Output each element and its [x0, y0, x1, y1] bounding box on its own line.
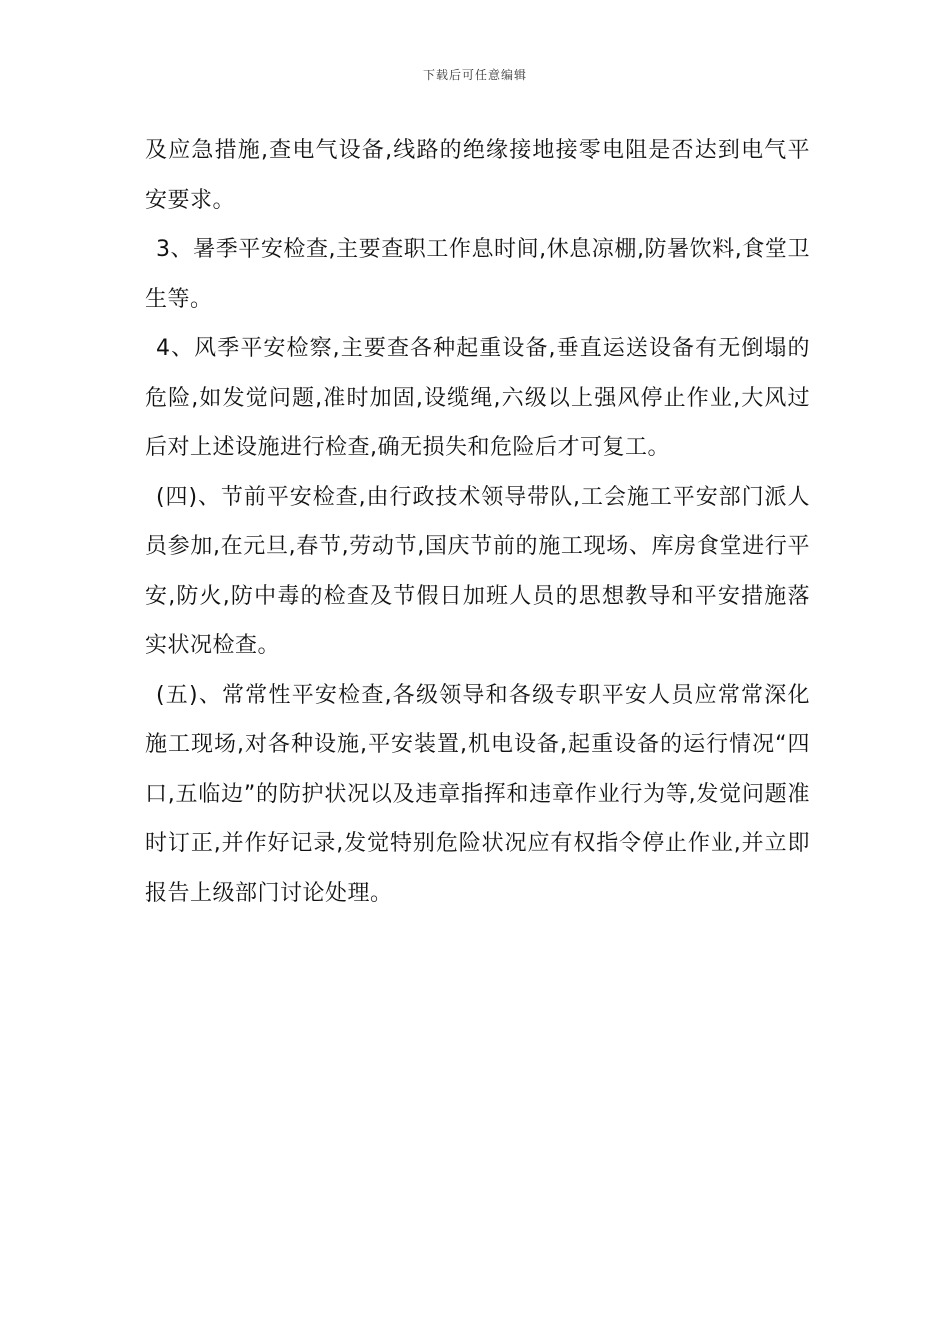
document-body — [145, 126, 810, 918]
paragraph-emergency-measures: 及应急措施,查电气设备,线路的绝缘接地接零电阻是否达到电气平安要求。 — [145, 138, 810, 213]
paragraph-holiday-inspection: (四)、节前平安检查,由行政技术领导带队,工会施工平安部门派人员参加,在元旦,春节,劳动节,国庆节前的施工现场、库房食堂进行平安,防火,防中毒的检查及节假日加班人员的思想教导和平安措施落实状况检查。 — [145, 484, 810, 658]
page-header: 下载后可任意编辑 — [422, 68, 527, 82]
paragraph-summer-inspection: 3、暑季平安检查,主要查职工作息时间,休息凉棚,防暑饮料,食堂卫生等。 — [145, 237, 810, 312]
paragraph-wind-season-inspection: 4、风季平安检察,主要查各种起重设备,垂直运送设备有无倒塌的危险,如发觉问题,准时加固,设缆绳,六级以上强风停止作业,大风过后对上述设施进行检查,确无损失和危险后才可复工。 — [145, 336, 810, 460]
paragraph-routine-inspection: (五)、常常性平安检查,各级领导和各级专职平安人员应常常深化施工现场,对各种设施,平安装置,机电设备,起重设备的运行情况“四口,五临边”的防护状况以及违章指挥和违章作业行为等,发觉问题准时订正,并作好记录,发觉特别危险状况应有权指令停止作业,并立即报告上级部门讨论处理。 — [145, 682, 810, 906]
